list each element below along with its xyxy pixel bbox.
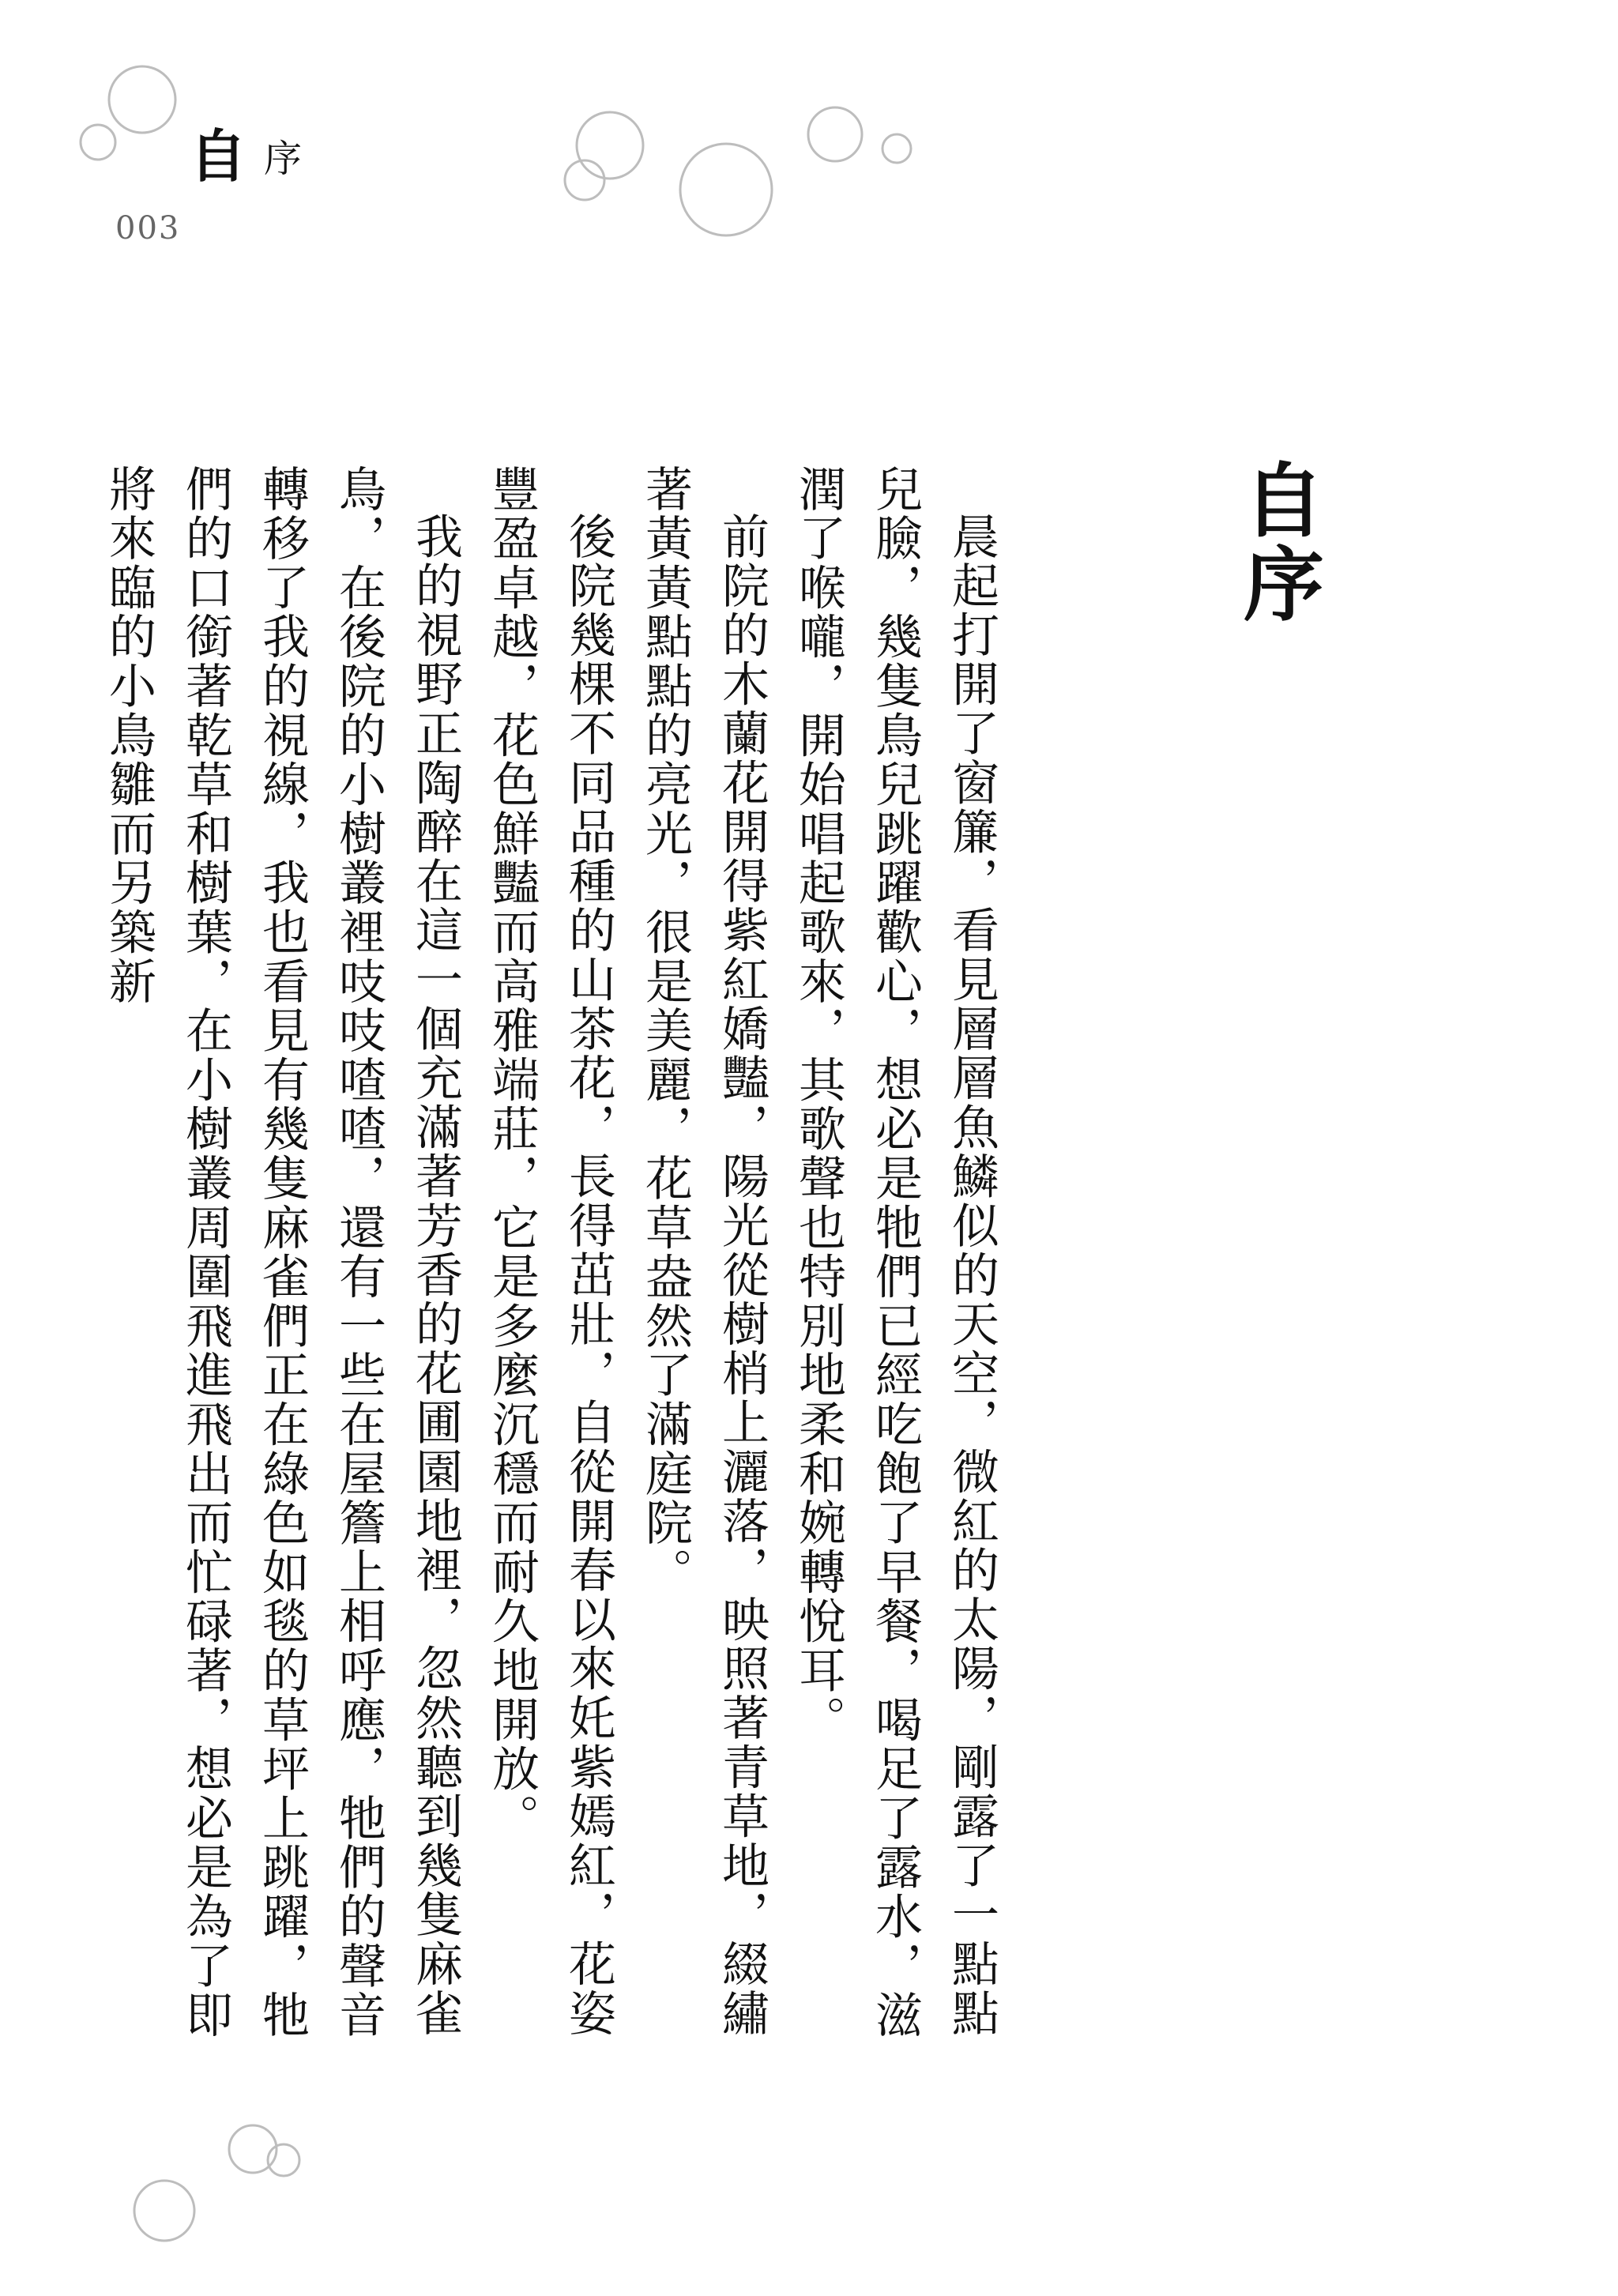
chapter-title: 自序 [1230,458,1325,626]
running-header-title-large: 自 [190,122,255,190]
bubble-circle [577,112,643,179]
paragraph: 我的視野正陶醉在這一個充滿著芳香的花圃園地裡，忽然聽到幾隻麻雀鳥，在後院的小樹叢裡吱吱喳喳，還有一些在屋簷上相呼應，牠們的聲音轉移了我的視線，我也看見有幾隻麻雀們正在綠色如毯的草坪上跳躍，牠們的口銜著乾草和樹葉，在小樹叢周圍飛進飛出而忙碌著，想必是為了即將來臨的小鳥雛而另築新 [101,465,463,2040]
bubble-circle [109,66,175,133]
paragraph: 後院幾棵不同品種的山茶花，長得茁壯，自從開春以來奼紫嫣紅，花姿豐盈卓越，花色鮮豔而高雅端莊，它是多麼沉穩而耐久地開放。 [484,465,616,2038]
body-text [90,465,1010,2061]
running-header-title [190,111,310,193]
bubble-circle [808,107,862,161]
bubble-circle [81,125,115,160]
bubble-circle [680,144,772,235]
bubble-circle [134,2181,194,2241]
bubble-circle [229,2125,277,2173]
paragraph: 晨起打開了窗簾，看見層層魚鱗似的天空，微紅的太陽，剛露了一點點兒臉，幾隻鳥兒跳躍歡心，想必是牠們已經吃飽了早餐，喝足了露水，滋潤了喉嚨，開始唱起歌來，其歌聲也特別地柔和婉轉悅耳。 [791,465,999,2040]
running-header-title-small: 序 [264,137,310,181]
bubble-circle [565,160,604,200]
bubble-circle [268,2144,299,2176]
bubble-circle [882,134,911,163]
paragraph: 前院的木蘭花開得紫紅嬌豔，陽光從樹梢上灑落，映照著青草地，綴繡著黃黃點點的亮光，很是美麗，花草盎然了滿庭院。 [638,465,769,2038]
page-number: 003 [115,210,181,247]
